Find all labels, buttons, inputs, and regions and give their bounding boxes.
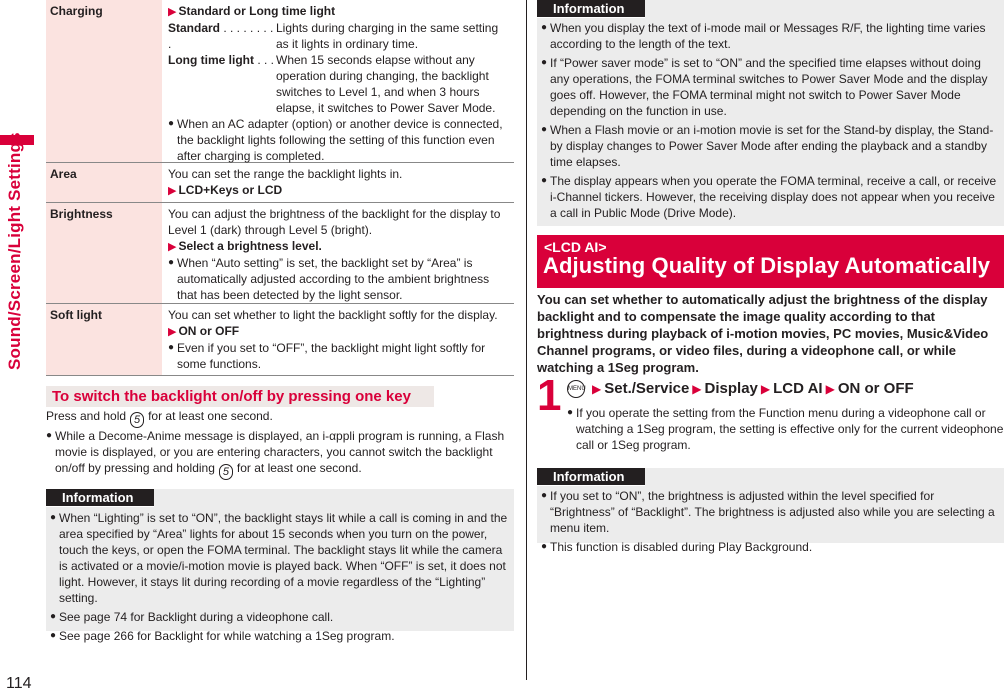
key-5-icon: 5 (130, 412, 144, 428)
arrow-right-icon: ▶ (592, 382, 602, 396)
information-title: Information (46, 489, 154, 507)
lcd-ai-header (537, 235, 1004, 288)
bullet-item: ● Even if you set to “OFF”, the backlight might light softly for some functions. (168, 341, 486, 371)
column-divider (526, 0, 527, 680)
information-box-right-top (537, 0, 1004, 226)
bullet-item: ● If you set to “ON”, the brightness is adjusted within the level specified for “Brightness” of “Backlight”. The brightness is adjusted also while you are selecting a menu item. (541, 489, 995, 535)
row-key: Area (46, 163, 162, 202)
row-text: You can adjust the brightness of the backlight for the display to Level 1 (dark) through Level 5 (bright). (168, 207, 501, 237)
bullet-item: ● When an AC adapter (option) or another device is connected, the backlight lights following the setting of this function even after charging is completed. (168, 117, 503, 163)
section-heading: To switch the backlight on/off by pressing one key (46, 386, 434, 407)
row-text: You can set whether to light the backlight softly for the display. (168, 308, 498, 322)
bullet-item: ● This function is disabled during Play Background. (541, 540, 813, 554)
chapter-side-tab (0, 0, 34, 698)
page-number: 114 (6, 675, 32, 692)
table-row-charging (46, 0, 514, 163)
information-box-right-bottom (537, 468, 1004, 554)
bullet-item: ● When you display the text of i-mode mail or Messages R/F, the lighting time varies according to the length of the text. (541, 21, 986, 51)
row-value (162, 203, 514, 303)
option-item: Long time light . . . When 15 seconds elapse without any operation during changing, the backlight switches to Level 1, and when 3 hours elapse, it switches to Power Saver Mode. (168, 52, 512, 116)
bullet-item: ● If “Power saver mode” is set to “ON” and the specified time elapses without doing any operations, the FOMA terminal switches to Power Saver Mode and the display goes off. However, the FOMA terminal might not switch to Power Saver Mode depending on the function in use. (541, 56, 988, 118)
section-title: Adjusting Quality of Display Automatically (543, 253, 991, 278)
row-value (162, 163, 514, 202)
arrow-right-icon: ▶ (168, 326, 177, 338)
row-key: Charging (46, 0, 162, 162)
row-value (162, 0, 514, 162)
press-instruction: Press and hold 5 for at least one second. (46, 409, 273, 426)
option-line: ON or OFF (178, 324, 240, 338)
switch-instructions (46, 408, 516, 480)
bullet-item: ● See page 266 for Backlight for while watching a 1Seg program. (50, 629, 395, 643)
arrow-right-icon: ▶ (168, 185, 177, 197)
row-key: Soft light (46, 304, 162, 375)
step-number: 1 (537, 371, 562, 420)
bullet-item: ● The display appears when you operate the FOMA terminal, receive a call, or receive i-Channel tickers. However, the receiving display does not appear when you receive a call in Public Mode (Drive Mode). (541, 174, 997, 220)
lcd-ai-intro: You can set whether to automatically adjust the brightness of the display backlight and to compensate the image quality according to that brightness during playback of i-motion movies, PC movies, Music&Video Channel programs, or video files, during a videophone call, or while watching a 1Seg program. (537, 292, 989, 375)
table-row-area (46, 163, 514, 203)
table-row-brightness (46, 203, 514, 304)
option-line: Standard or Long time light (178, 4, 336, 18)
bullet-item: ● When a Flash movie or an i-motion movie is set for the Stand-by display, the Stand-by display changes to Power Saver Mode after ending the playback and a standby time elapses. (541, 123, 994, 169)
arrow-right-icon: ▶ (692, 382, 702, 396)
information-title: Information (537, 0, 645, 18)
settings-table (46, 0, 514, 376)
information-box-left (46, 489, 514, 643)
arrow-right-icon: ▶ (760, 382, 771, 396)
arrow-right-icon: ▶ (168, 241, 177, 253)
menu-key-icon: MENU (567, 380, 585, 398)
section-tag: <LCD AI> (544, 239, 607, 255)
option-line: LCD+Keys or LCD (178, 183, 283, 197)
table-row-soft-light (46, 304, 514, 376)
bullet-item: ● See page 74 for Backlight during a videophone call. (50, 610, 334, 624)
bullet-item: ● If you operate the setting from the Function menu during a videophone call or watching a 1Seg program, the setting is effective only for the current videophone call or 1Seg program. (567, 406, 1004, 452)
option-item: Standard . . . . . . . . . Lights during charging in the same setting as it lights in ordinary time. (168, 20, 512, 52)
chapter-label: Sound/Screen/Light Settings (5, 132, 24, 370)
key-5-icon: 5 (219, 464, 233, 480)
row-key: Brightness (46, 203, 162, 303)
arrow-right-icon: ▶ (168, 6, 177, 18)
information-title: Information (537, 468, 645, 486)
bullet-item: ● When “Lighting” is set to “ON”, the backlight stays lit while a call is coming in and the area specified by “Area” lights for about 15 seconds when you turn on the power, touch the keys, or open the FOMA terminal. The backlight stays lit while the camera is activated or a movie/i-motion movie is played back. When “OFF” is set, it does not light. However, it stays lit during recording of a movie regardless of the “Lighting” setting. (50, 511, 508, 605)
bullet-item: ● When “Auto setting” is set, the backlight set by “Area” is automatically adjusted according to the ambient brightness that has been detected by the light sensor. (168, 256, 490, 302)
row-text: You can set the range the backlight lights in. (168, 167, 403, 181)
arrow-right-icon: ▶ (825, 382, 835, 396)
menu-path: MENU ▶ Set./Service ▶ Display ▶ LCD AI ▶ ON or OFF (568, 380, 914, 397)
row-value (162, 304, 514, 375)
option-line: Select a brightness level. (178, 239, 322, 253)
bullet-item: ● While a Decome-Anime message is displayed, an i-αppli program is running, a Flash movie is displayed, or you are entering characters, you cannot switch the backlight on/off by pressing and holding 5 for at least one second. (46, 429, 505, 478)
option-desc: When 15 seconds elapse without any operation during changing, the backlight switches to Level 1, and when 3 hours elapse, it switches to Power Saver Mode. (276, 53, 496, 115)
option-desc: Lights during charging in the same setting as it lights in ordinary time. (276, 21, 499, 51)
